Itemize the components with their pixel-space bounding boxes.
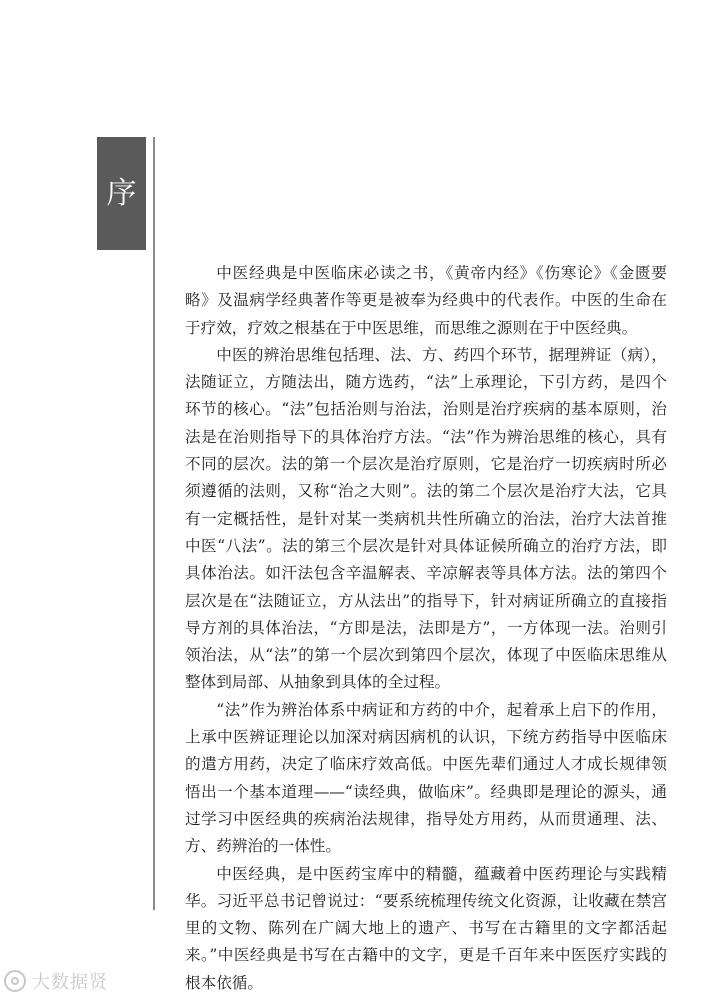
chapter-heading-block — [97, 137, 146, 250]
watermark — [4, 968, 108, 994]
watermark-text: 大数据贤 — [32, 972, 108, 993]
vertical-divider — [153, 137, 155, 910]
paragraph-3: “法”作为辨治体系中病证和方药的中介，起着承上启下的作用，上承中医辨证理论以加深对病因病机的认识，下统方药指导中医临床的遣方用药，决定了临床疗效高低。中医先辈们通过人才成长规律领悟出一个基本道理——“读经典，做临床”。经典即是理论的源头，通过学习中医经典的疾病治法规律，指导处方用药，从而贯通理、法、方、药辨治的一体性。 — [185, 700, 667, 856]
chapter-title: 序 — [106, 175, 137, 211]
paragraph-2: 中医的辨治思维包括理、法、方、药四个环节，据理辨证（病），法随证立，方随法出，随方选药，“法”上承理论，下引方药，是四个环节的核心。“法”包括治则与治法，治则是治疗疾病的基本原则，治法是在治则指导下的具体治疗方法。“法”作为辨治思维的核心，具有不同的层次。法的第一个层次是治疗原则，它是治疗一切疾病时所必须遵循的法则，又称“治之大则”。法的第二个层次是治疗大法，它具有一定概括性，是针对某一类病机共性所确立的治法，治疗大法首推中医“八法”。法的第三个层次是针对具体证候所确立的治疗方法，即具体治法。如汗法包含辛温解表、辛凉解表等具体方法。法的第四个层次是在“法随证立，方从法出”的指导下，针对病证所确立的直接指导方剂的具体治法，“方即是法，法即是方”，一方体现一法。治则引领治法，从“法”的第一个层次到第四个层次，体现了中医临床思维从整体到局部、从抽象到具体的全过程。 — [185, 345, 667, 692]
paragraph-1: 中医经典是中医临床必读之书，《黄帝内经》《伤寒论》《金匮要略》及温病学经典著作等更是被奉为经典中的代表作。中医的生命在于疗效，疗效之根基在于中医思维，而思维之源则在于中医经典。 — [185, 264, 667, 337]
swirl-logo-icon — [4, 970, 26, 992]
preface-body — [185, 260, 667, 997]
paragraph-4: 中医经典，是中医药宝库中的精髓，蕴藏着中医药理论与实践精华。习近平总书记曾说过：“要系统梳理传统文化资源，让收藏在禁宫里的文物、陈列在广阔大地上的遗产、书写在古籍里的文字都活起来。”中医经典是书写在古籍中的文字，更是千百年来中医医疗实践的根本依循。 — [185, 864, 667, 992]
